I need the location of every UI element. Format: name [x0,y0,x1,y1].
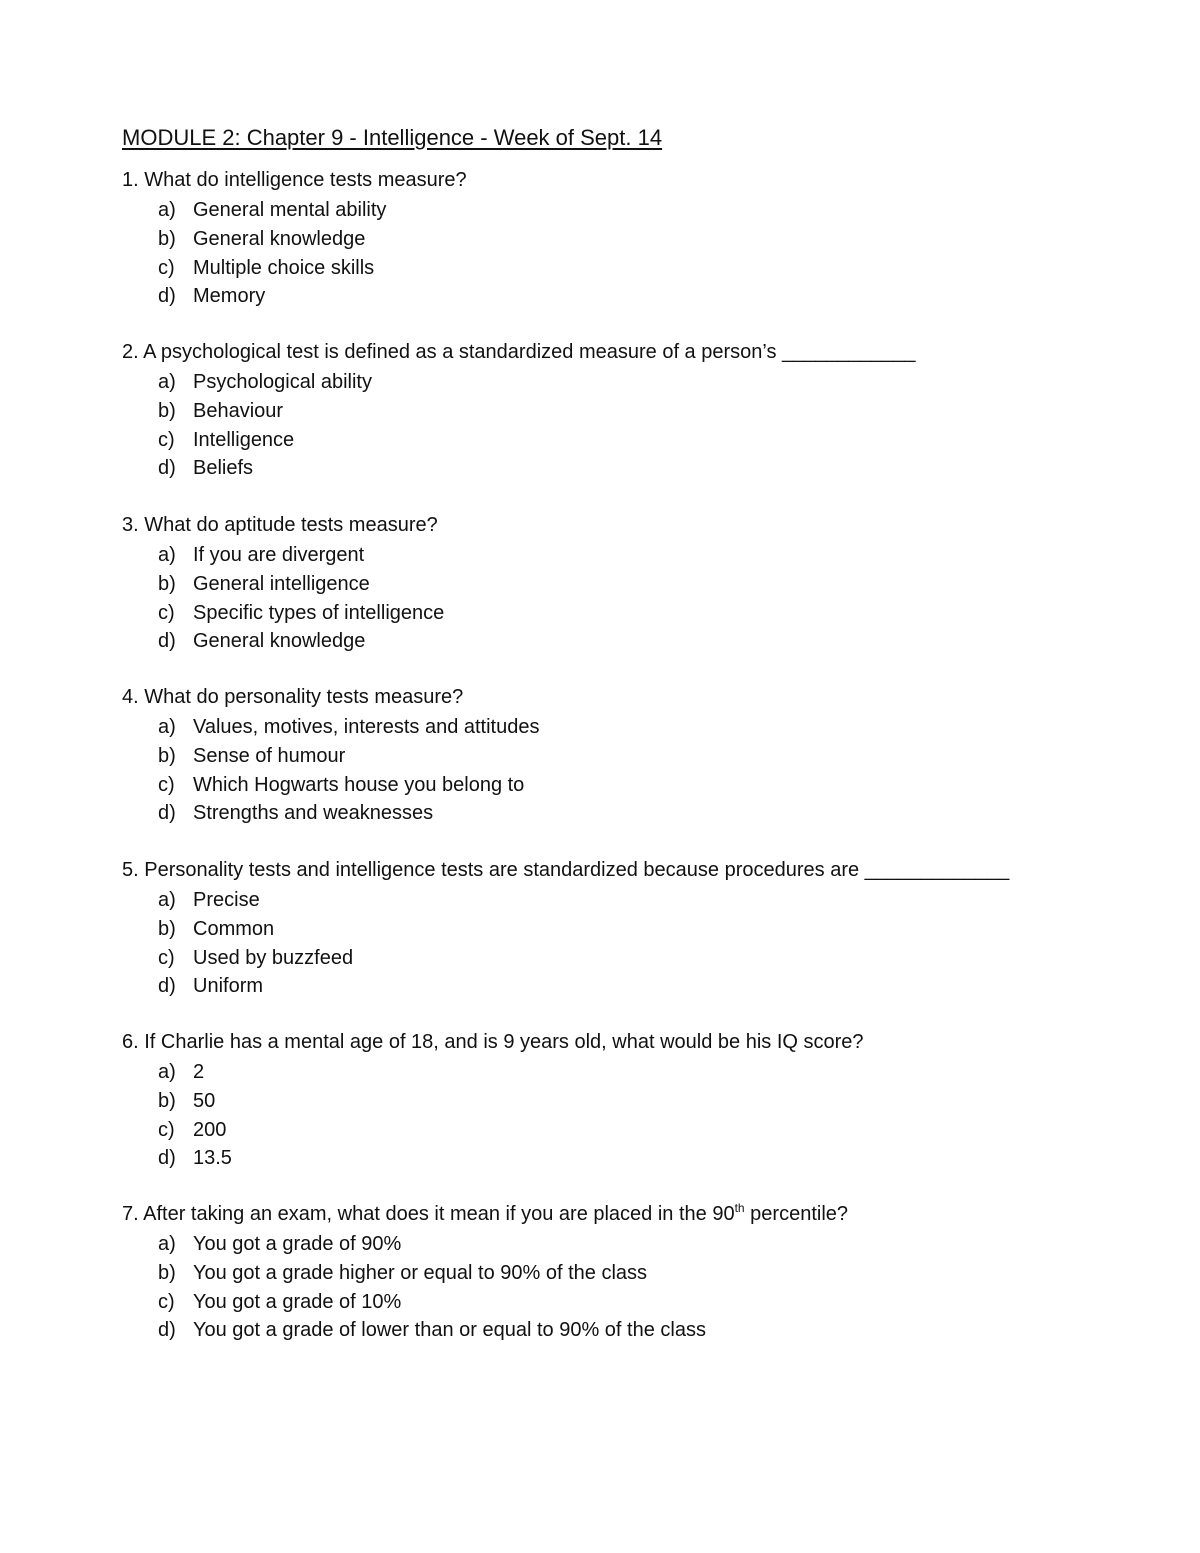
option-text: Strengths and weaknesses [193,802,434,825]
question-5 [122,856,1122,1001]
option-b [122,915,1122,944]
option-letter: b) [158,1089,176,1112]
option-a [122,541,1122,570]
option-letter: c) [158,601,175,624]
option-text: Values, motives, interests and attitudes [193,716,540,738]
page-title: MODULE 2: Chapter 9 - Intelligence - Week of Sept. 14 [122,125,663,150]
question-4 [122,683,1122,828]
option-text: You got a grade of 90% [193,1233,402,1255]
option-text: 13.5 [193,1147,232,1170]
option-letter: c) [158,256,175,279]
option-text: Intelligence [193,428,295,451]
option-letter: d) [158,457,176,480]
option-text: Precise [193,889,260,911]
option-text: 200 [193,1118,227,1141]
option-a [122,368,1122,397]
option-letter: b) [158,917,176,940]
option-letter: c) [158,946,175,969]
option-letter: c) [158,773,175,796]
option-d [122,799,1122,828]
option-text: 50 [193,1089,216,1112]
option-letter: a) [158,716,176,738]
question-text: 2. A psychological test is defined as a standardized measure of a person’s ____________ [122,341,916,363]
option-letter: d) [158,1147,176,1170]
option-text: 2 [193,1061,205,1083]
option-c [122,426,1122,455]
question-text: 3. What do aptitude tests measure? [122,514,438,536]
option-text: You got a grade of lower than or equal to 90% of the class [193,1319,706,1342]
option-text: Specific types of intelligence [193,601,445,624]
option-letter: d) [158,285,176,308]
question-1 [122,166,1122,311]
option-letter: d) [158,802,176,825]
option-b [122,742,1122,771]
option-c [122,1288,1122,1317]
option-text: Beliefs [193,457,254,480]
option-text: Memory [193,285,266,308]
option-d [122,282,1122,311]
option-text: Psychological ability [193,371,372,393]
option-letter: c) [158,1118,175,1141]
option-text: If you are divergent [193,544,365,566]
option-text: Used by buzzfeed [193,946,354,969]
option-c [122,771,1122,800]
option-letter: b) [158,1261,176,1284]
option-letter: b) [158,399,176,422]
option-a [122,1230,1122,1259]
option-c [122,599,1122,628]
option-c [122,254,1122,283]
option-d [122,454,1122,483]
option-b [122,1259,1122,1288]
option-list [122,886,1122,1001]
option-b [122,570,1122,599]
option-text: General mental ability [193,199,387,221]
option-text: Multiple choice skills [193,256,375,279]
option-a [122,886,1122,915]
option-c [122,944,1122,973]
option-letter: d) [158,630,176,653]
question-text-main: 7. After taking an exam, what does it mean if you are placed in the 90 [122,1203,735,1225]
option-a [122,713,1122,742]
option-c [122,1116,1122,1145]
question-6 [122,1028,1122,1173]
option-d [122,1316,1122,1345]
option-list [122,196,1122,311]
question-text [122,1200,1122,1228]
option-text: Sense of humour [193,744,346,767]
question-text: 1. What do intelligence tests measure? [122,169,467,191]
option-text: You got a grade higher or equal to 90% of the class [193,1261,648,1284]
question-7 [122,1200,1122,1345]
option-b [122,397,1122,426]
option-list [122,1058,1122,1173]
question-text: 6. If Charlie has a mental age of 18, and is 9 years old, what would be his IQ score? [122,1031,864,1053]
option-letter: a) [158,1233,176,1255]
option-letter: c) [158,428,175,451]
option-letter: d) [158,1319,176,1342]
option-text: General knowledge [193,227,366,250]
option-d [122,627,1122,656]
option-list [122,1230,1122,1345]
question-text: 5. Personality tests and intelligence tests are standardized because procedures are _____________ [122,859,1010,881]
option-letter: b) [158,572,176,595]
option-text: General knowledge [193,630,366,653]
option-letter: a) [158,199,176,221]
question-text-end: percentile? [744,1203,849,1225]
option-list [122,713,1122,828]
option-list [122,368,1122,483]
option-text: Common [193,917,275,940]
option-letter: b) [158,227,176,250]
option-letter: a) [158,544,176,566]
option-b [122,225,1122,254]
option-a [122,196,1122,225]
ordinal-suffix: th [734,1201,745,1215]
option-letter: a) [158,371,176,393]
option-text: Which Hogwarts house you belong to [193,773,525,796]
question-text: 4. What do personality tests measure? [122,686,464,708]
question-3 [122,511,1122,656]
option-d [122,1144,1122,1173]
option-b [122,1087,1122,1116]
option-letter: d) [158,975,176,998]
option-text: Uniform [193,975,264,998]
option-a [122,1058,1122,1087]
option-list [122,541,1122,656]
option-letter: a) [158,889,176,911]
question-2 [122,338,1122,483]
option-letter: b) [158,744,176,767]
option-text: You got a grade of 10% [193,1290,402,1313]
option-text: General intelligence [193,572,370,595]
option-d [122,972,1122,1001]
option-text: Behaviour [193,399,284,422]
option-letter: c) [158,1290,175,1313]
option-letter: a) [158,1061,176,1083]
